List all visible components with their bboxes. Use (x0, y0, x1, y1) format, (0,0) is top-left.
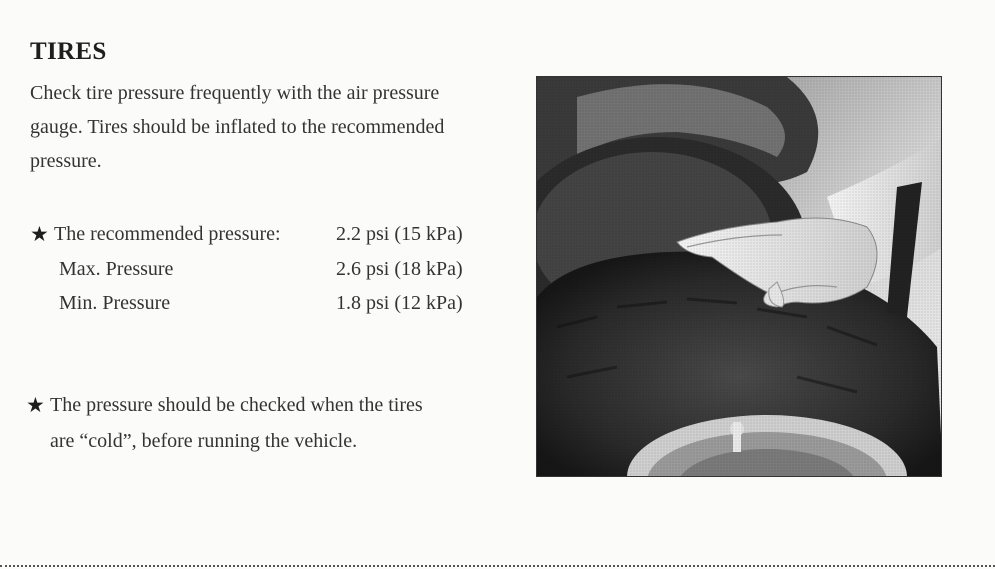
tire-pressure-check-photo (536, 76, 942, 477)
tire-photo-icon (537, 77, 942, 477)
star-bullet-icon: ★ (30, 222, 49, 246)
intro-line: Check tire pressure frequently with the air pressure (30, 82, 440, 104)
recommended-pressure-value: 2.2 psi (15 kPa) (336, 223, 463, 245)
star-bullet-icon: ★ (26, 393, 45, 417)
note-line: are “cold”, before running the vehicle. (50, 430, 358, 452)
section-title: TIRES (30, 38, 107, 65)
min-pressure-value: 1.8 psi (12 kPa) (336, 292, 463, 314)
max-pressure-value: 2.6 psi (18 kPa) (336, 258, 463, 280)
intro-line: gauge. Tires should be inflated to the recommended (30, 116, 445, 138)
recommended-pressure-label: The recommended pressure: (54, 223, 281, 245)
note-line: The pressure should be checked when the tires (50, 394, 423, 416)
intro-paragraph (30, 76, 510, 178)
intro-line: pressure. (30, 150, 102, 172)
page-bottom-edge (0, 565, 995, 569)
max-pressure-label: Max. Pressure (59, 258, 174, 280)
min-pressure-label: Min. Pressure (59, 292, 171, 314)
